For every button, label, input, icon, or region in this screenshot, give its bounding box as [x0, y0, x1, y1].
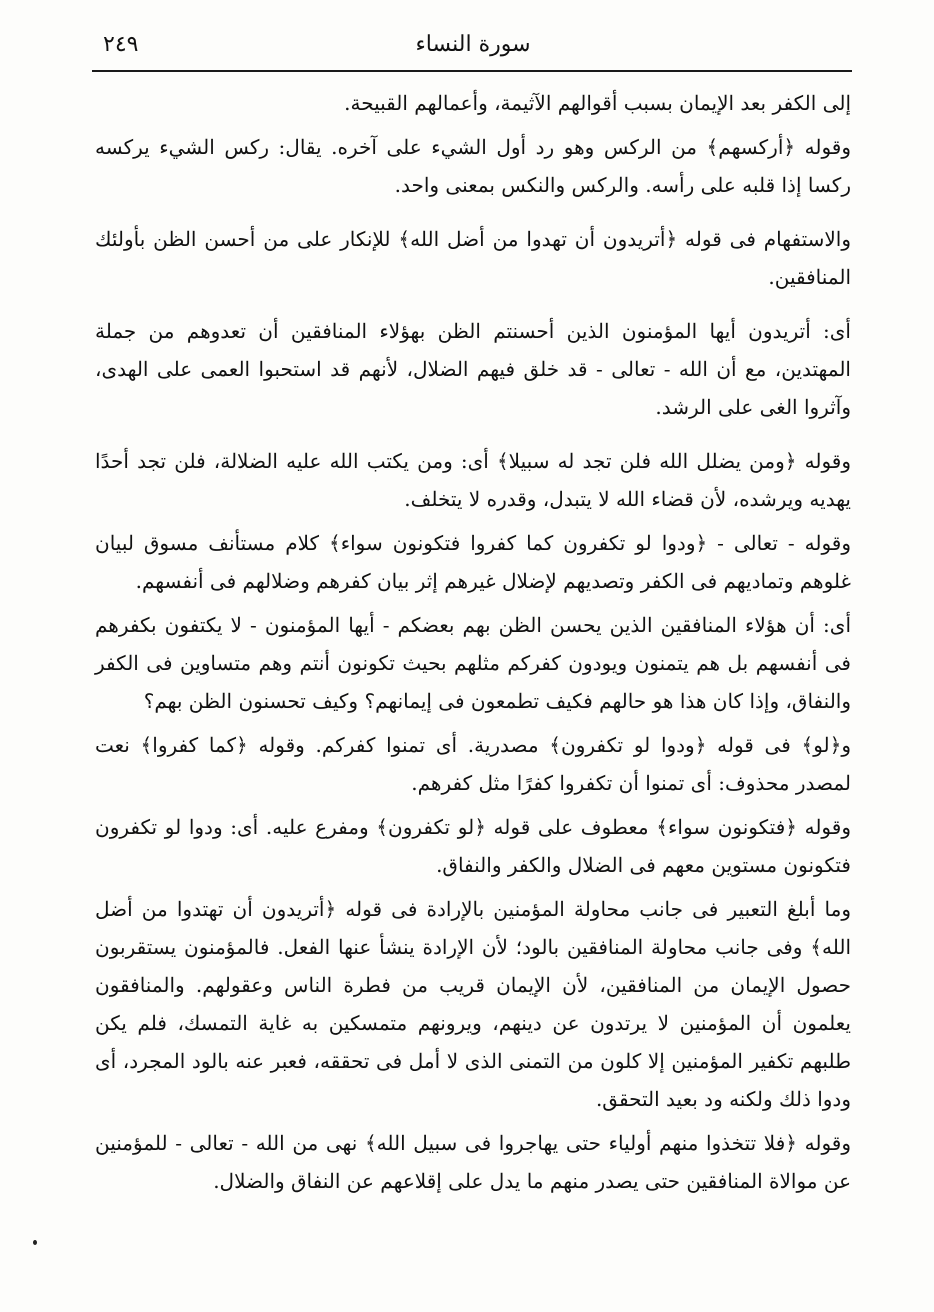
paragraph-9: وقوله ﴿فتكونون سواء﴾ معطوف على قوله ﴿لو تكفرون﴾ ومفرع عليه. أى: ودوا لو تكفرون فتكونون مستوين معهم فى الضلال والكفر والنفاق. — [95, 815, 851, 877]
paragraph-1: إلى الكفر بعد الإيمان بسبب أقوالهم الآثيمة، وأعمالهم القبيحة. — [344, 91, 851, 115]
paragraph-5: وقوله ﴿ومن يضلل الله فلن تجد له سبيلا﴾ أى: ومن يكتب الله عليه الضلالة، فلن تجد أحدًا يهديه ويرشده، لأن قضاء الله لا يتبدل، وقدره لا يتخلف. — [95, 449, 851, 511]
paragraph-8: و﴿لو﴾ فى قوله ﴿ودوا لو تكفرون﴾ مصدرية. أى تمنوا كفركم. وقوله ﴿كما كفروا﴾ نعت لمصدر محذوف: أى تمنوا أن تكفروا كفرًا مثل كفرهم. — [95, 733, 851, 795]
surah-title: سورة النساء — [415, 32, 531, 57]
page-body — [95, 84, 851, 1206]
ink-speck — [33, 1240, 37, 1245]
header-rule — [92, 70, 852, 72]
paragraph-4: أى: أتريدون أيها المؤمنون الذين أحسنتم الظن بهؤلاء المنافقين أن تعدوهم من جملة المهتدين، مع أن الله - تعالى - قد خلق فيهم الضلال، لأنهم قد استحبوا العمى على الهدى، وآثروا الغى على الرشد. — [95, 319, 851, 419]
paragraph-11: وقوله ﴿فلا تتخذوا منهم أولياء حتى يهاجروا فى سبيل الله﴾ نهى من الله - تعالى - للمؤمنين عن موالاة المنافقين حتى يصدر منهم ما يدل على إقلاعهم عن النفاق والضلال. — [95, 1131, 851, 1193]
paragraph-7: أى: أن هؤلاء المنافقين الذين يحسن الظن بهم بعضكم - أيها المؤمنون - لا يكتفون بكفرهم فى أنفسهم بل هم يتمنون ويودون كفركم مثلهم بحيث تكونون أنتم وهم متساوين فى الكفر والنفاق، وإذا كان هذا هو حالهم فكيف تطمعون فى إيمانهم؟ وكيف تحسنون الظن بهم؟ — [95, 613, 851, 713]
paragraph-10: وما أبلغ التعبير فى جانب محاولة المؤمنين بالإرادة فى قوله ﴿أتريدون أن تهتدوا من أضل الله﴾ وفى جانب محاولة المنافقين بالود؛ لأن الإرادة ينشأ عنها الفعل. فالمؤمنون يستقربون حصول الإيمان من المنافقين، لأن الإيمان قريب من فطرة الناس وعقولهم. والمنافقون يعلمون أن المؤمنين لا يرتدون عن دينهم، ويرونهم متمسكين به غاية التمسك، فلم يكن طلبهم تكفير المؤمنين إلا كلون من التمنى الذى لا أمل فى تحققه، فعبر عنه بالود المجرد، أى ودوا ذلك ولكنه ود بعيد التحقق. — [95, 897, 851, 1111]
page-header — [95, 28, 851, 68]
paragraph-3: والاستفهام فى قوله ﴿أتريدون أن تهدوا من أضل الله﴾ للإنكار على من أحسن الظن بأولئك المنافقين. — [95, 227, 851, 289]
paragraph-6: وقوله - تعالى - ﴿ودوا لو تكفرون كما كفروا فتكونون سواء﴾ كلام مستأنف مسوق لبيان غلوهم وتماديهم فى الكفر وتصديهم لإضلال غيرهم إثر بيان كفرهم وضلالهم فى أنفسهم. — [95, 531, 851, 593]
paragraph-2: وقوله ﴿أركسهم﴾ من الركس وهو رد أول الشيء على آخره. يقال: ركس الشيء يركسه ركسا إذا قلبه على رأسه. والركس والنكس بمعنى واحد. — [95, 135, 852, 197]
page-number: ٢٤٩ — [103, 32, 139, 57]
